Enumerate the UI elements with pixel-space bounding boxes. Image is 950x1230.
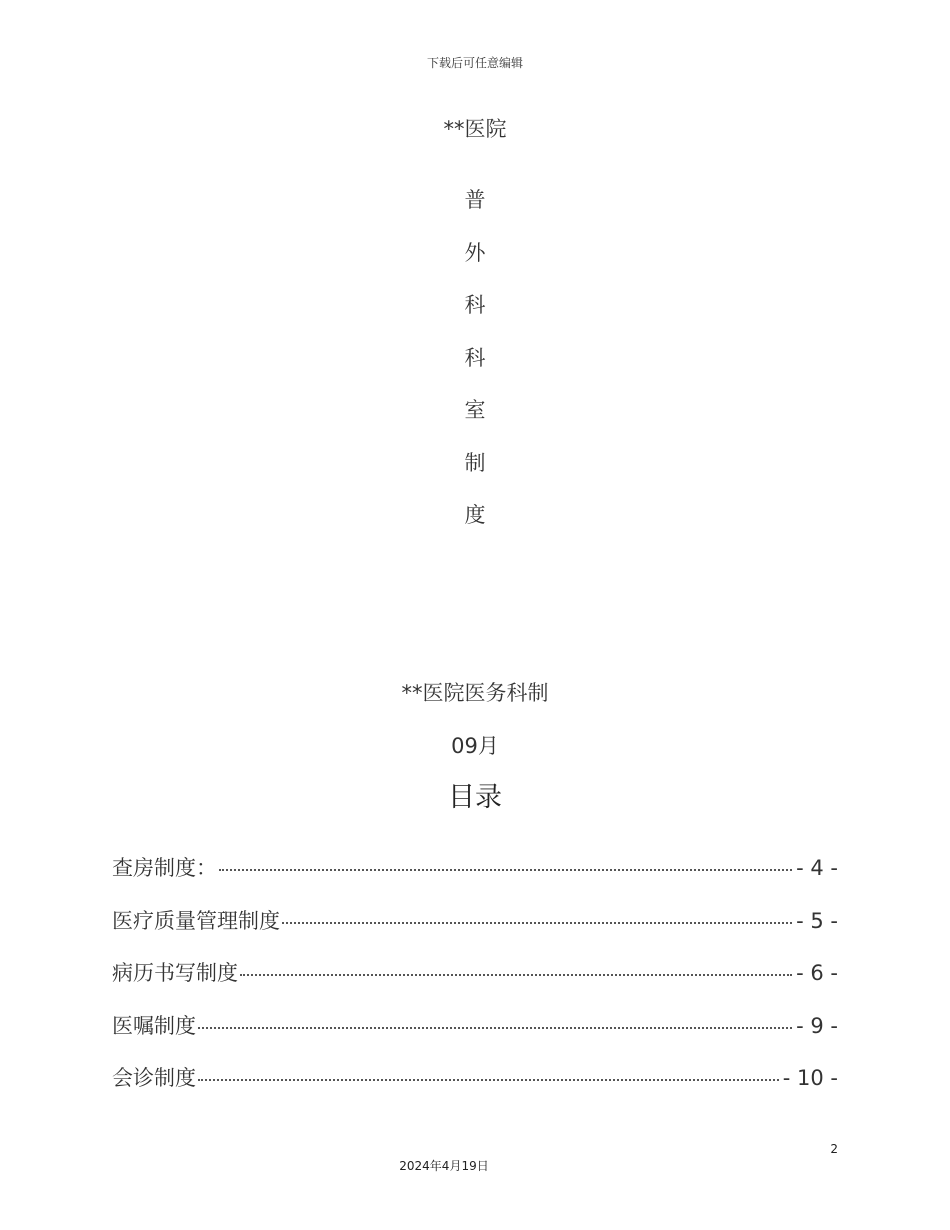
toc-entry[interactable] <box>112 957 838 1010</box>
toc-dot-leader <box>198 1027 792 1029</box>
toc-entry-label: 会诊制度 <box>112 1066 196 1090</box>
toc-entry-page: - 4 - <box>796 856 838 880</box>
toc-entry-label: 查房制度： <box>112 856 217 880</box>
issuer: **医院医务科制 <box>401 681 549 705</box>
toc-entry[interactable] <box>112 852 838 905</box>
toc-entry[interactable] <box>112 1062 838 1115</box>
toc-entry[interactable] <box>112 1010 838 1063</box>
title-char: 外 <box>464 240 486 265</box>
toc-entry-label: 医疗质量管理制度 <box>112 908 280 933</box>
toc-dot-leader <box>198 1079 779 1081</box>
toc-dot-leader <box>219 869 792 871</box>
title-char: 科 <box>464 345 486 370</box>
title-char: 科 <box>464 293 486 317</box>
toc-entry-page: - 5 - <box>796 908 838 933</box>
title-char: 室 <box>464 398 486 422</box>
toc-entry[interactable] <box>112 905 838 958</box>
toc-dot-leader <box>282 922 792 924</box>
toc-dot-leader <box>240 974 792 976</box>
title-char: 度 <box>464 503 486 527</box>
toc-entry-page: - 10 - <box>782 1066 838 1090</box>
issue-month: 09月 <box>451 734 499 758</box>
title-char: 制 <box>464 450 486 475</box>
toc-entry-label: 病历书写制度 <box>112 961 238 985</box>
title-char: 普 <box>464 188 486 212</box>
toc-entry-page: - 6 - <box>796 961 838 985</box>
toc-heading: 目录 <box>448 782 502 813</box>
header-note: 下载后可任意编辑 <box>426 56 523 70</box>
vertical-document-title <box>0 182 950 550</box>
hospital-name: **医院 <box>443 117 507 141</box>
footer-date: 2024年4月19日 <box>399 1159 489 1173</box>
table-of-contents <box>112 852 838 1115</box>
page-number: 2 <box>830 1142 838 1156</box>
toc-entry-label: 医嘱制度 <box>112 1013 196 1038</box>
toc-entry-page: - 9 - <box>796 1013 838 1038</box>
